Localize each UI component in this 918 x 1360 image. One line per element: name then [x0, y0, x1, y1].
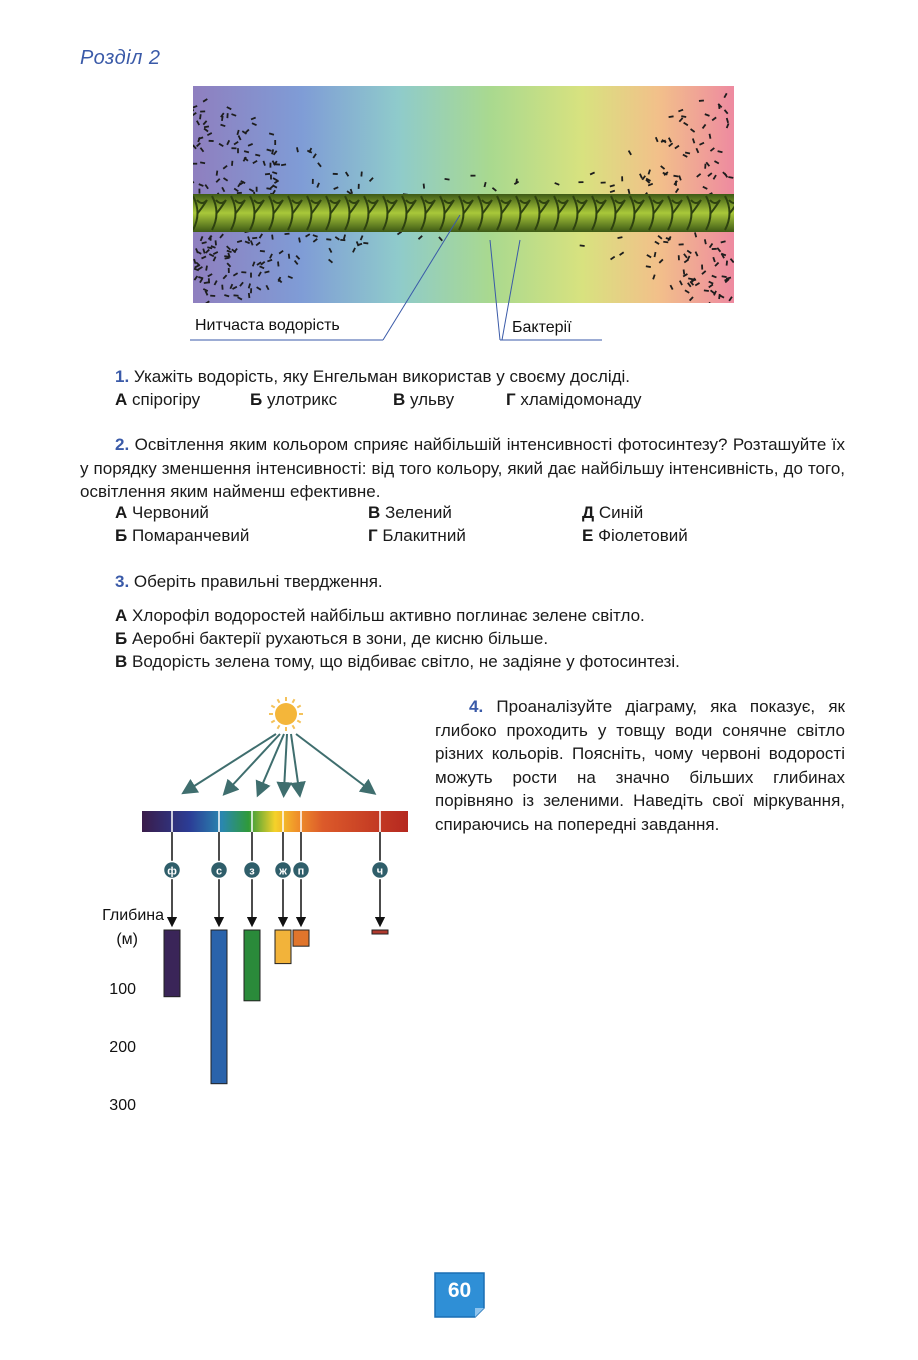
- bar-ч: [372, 930, 388, 934]
- bacterium: [231, 147, 236, 149]
- bacterium: [470, 175, 475, 177]
- option: Г Блакитний: [368, 526, 466, 545]
- option: В ульву: [393, 390, 455, 409]
- section-label: Розділ 2: [80, 47, 161, 69]
- y-tick-label: 100: [109, 981, 136, 998]
- question-text: Укажіть водорість, яку Енгельман використав у своєму досліді.: [133, 367, 631, 386]
- sun-rays: [188, 734, 370, 790]
- question-number: 3.: [115, 572, 130, 591]
- y-tick-label: 300: [109, 1097, 136, 1110]
- statement: В Водорість зелена тому, що відбиває світло, не задіяне у фотосинтезі.: [115, 652, 680, 671]
- spectrum-band: [142, 811, 408, 832]
- bacterium: [601, 182, 606, 184]
- option: А Червоний: [115, 503, 209, 522]
- bacterium: [578, 181, 583, 183]
- question-3: [115, 570, 383, 594]
- label-bacteria: Бактерії: [512, 319, 572, 336]
- bacterium: [712, 248, 717, 250]
- question-number: 1.: [115, 367, 130, 386]
- option: Б Помаранчевий: [115, 526, 250, 545]
- y-axis-title-line-2: (м): [116, 931, 138, 948]
- question-1: [115, 365, 855, 389]
- question-text: Оберіть правильні твердження.: [133, 572, 383, 591]
- bar-з: [244, 930, 260, 1001]
- bacterium: [675, 181, 677, 186]
- bacterium: [256, 187, 258, 192]
- bar-с: [211, 930, 227, 1084]
- bacterium: [621, 176, 623, 181]
- bacterium: [193, 163, 197, 165]
- bacterium: [199, 189, 201, 194]
- option: В Зелений: [368, 503, 452, 522]
- light-penetration-chart: [80, 690, 420, 1110]
- bacterium: [237, 148, 239, 153]
- color-marker-label: с: [215, 865, 223, 878]
- bacterium: [333, 173, 338, 175]
- bacterium: [270, 175, 272, 180]
- bar-ф: [164, 930, 180, 997]
- bacterium: [237, 192, 242, 194]
- bacterium: [209, 140, 214, 142]
- color-marker-label: ч: [376, 865, 384, 878]
- bacterium: [704, 164, 706, 169]
- statement: Б Аеробні бактерії рухаються в зони, де кисню більше.: [115, 629, 549, 648]
- bacterium: [358, 184, 360, 189]
- page-number: 60: [447, 1279, 472, 1302]
- bacterium: [312, 179, 314, 184]
- y-tick-label: 200: [109, 1039, 136, 1056]
- bacterium: [274, 140, 276, 145]
- bacterium: [200, 111, 205, 113]
- color-marker-label: з: [249, 865, 255, 878]
- y-axis-title-line-1: Глибина: [102, 907, 164, 924]
- question-number: 2.: [115, 435, 130, 454]
- bar-ж: [275, 930, 291, 964]
- question-text: Освітлення яким кольором сприяє найбільшій інтенсивності фотосинтезу? Розташуйте їх у порядку зменшення інтенсивності: від того кольору, який дає найбільшу інтенсивність, до того, освітлення яким найменш ефективне.: [80, 435, 845, 501]
- sun-icon: [269, 697, 303, 731]
- question-2: [80, 433, 845, 504]
- color-marker-label: п: [297, 865, 305, 878]
- option: Б улотрикс: [250, 390, 338, 409]
- option: Д Синій: [582, 503, 644, 522]
- question-number: 4.: [469, 697, 484, 716]
- color-marker-label: ф: [167, 865, 177, 878]
- option: А спірогіру: [115, 390, 201, 409]
- color-marker-label: ж: [279, 865, 287, 878]
- option: Г хламідомонаду: [506, 390, 642, 409]
- question-1-options: [115, 388, 642, 412]
- bacterium: [679, 243, 684, 245]
- bacterium: [701, 265, 703, 270]
- bacterium: [678, 255, 680, 260]
- bar-п: [293, 930, 309, 946]
- bacterium: [226, 113, 228, 118]
- bacterium: [270, 163, 272, 168]
- label-filamentous-alga: Нитчаста водорість: [195, 317, 340, 334]
- option: Е Фіолетовий: [582, 526, 688, 545]
- question-4: [435, 695, 845, 836]
- statement: А Хлорофіл водоростей найбільш активно поглинає зелене світло.: [115, 606, 645, 625]
- question-2-options-row-2: [115, 524, 688, 548]
- question-2-options-row-1: [115, 501, 643, 525]
- question-text: Проаналізуйте діаграму, яка показує, як глибоко проходить у товщу води сонячне світло різних кольорів. Поясніть, чому червоні водорості можуть рости на значно більших глибинах порівняно із зеленими. Наведіть свої міркування, спираючись на попередні завдання.: [435, 697, 845, 834]
- bacterium: [193, 109, 194, 111]
